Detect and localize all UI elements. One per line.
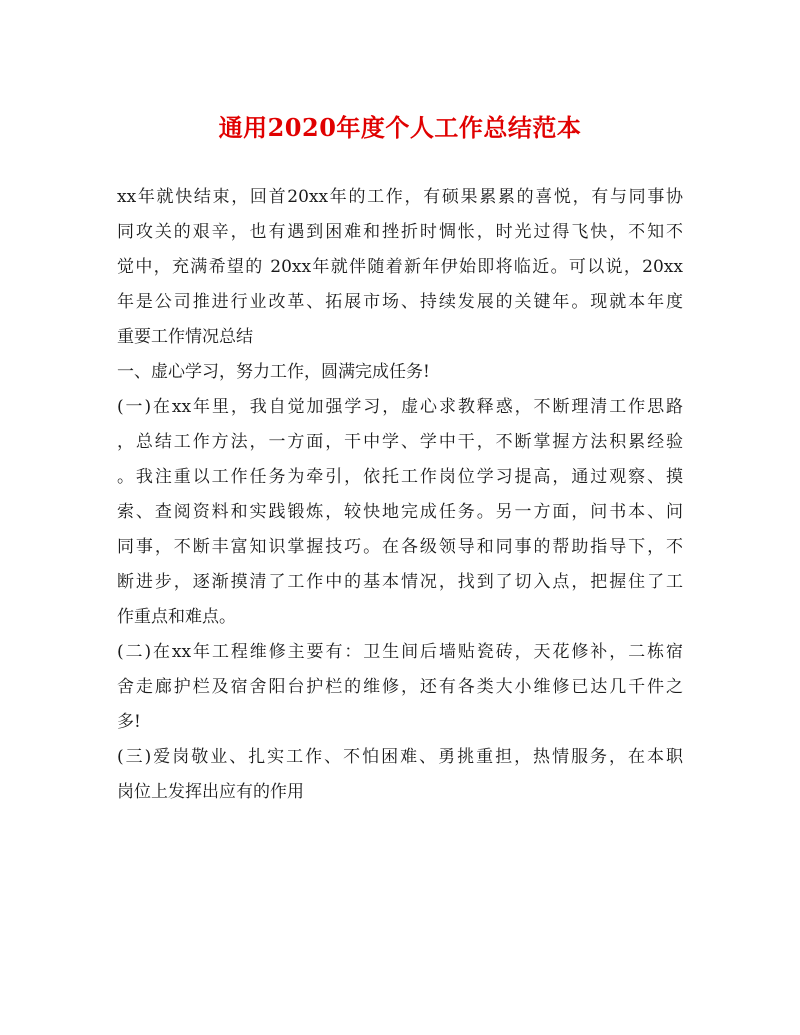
text-line: 重要工作情况总结 (117, 327, 253, 347)
text-line: 觉中，充满希望的 20xx年就伴随着新年伊始即将临近。可以说，20xx (117, 257, 683, 277)
text-line: 舍走廊护栏及宿舍阳台护栏的维修，还有各类大小维修已达几千件之 (117, 677, 683, 697)
text-line: xx年就快结束，回首20xx年的工作，有硕果累累的喜悦，有与同事协 (117, 187, 683, 207)
text-line: (二)在xx年工程维修主要有：卫生间后墙贴瓷砖，天花修补，二栋宿 (117, 642, 683, 662)
text-line: ，总结工作方法，一方面，干中学、学中干，不断掌握方法积累经验 (117, 432, 683, 452)
text-line: 作重点和难点。 (117, 607, 236, 627)
text-line: 多! (117, 712, 141, 732)
document-body (117, 180, 683, 810)
text-line: 索、查阅资料和实践锻炼，较快地完成任务。另一方面，问书本、问 (117, 502, 683, 522)
text-line: 同事，不断丰富知识掌握技巧。在各级领导和同事的帮助指导下，不 (117, 537, 683, 557)
text-line: 同攻关的艰辛，也有遇到困难和挫折时惆怅，时光过得飞快，不知不 (117, 222, 683, 242)
document-title: 通用2020年度个人工作总结范本 (218, 113, 582, 142)
section-heading: 一、虚心学习，努力工作，圆满完成任务! (117, 362, 430, 382)
text-line: (三)爱岗敬业、扎实工作、不怕困难、勇挑重担，热情服务，在本职 (117, 747, 683, 767)
text-line: 断进步，逐渐摸清了工作中的基本情况，找到了切入点，把握住了工 (117, 572, 683, 592)
text-line: 。我注重以工作任务为牵引，依托工作岗位学习提高，通过观察、摸 (117, 467, 683, 487)
text-line: (一)在xx年里，我自觉加强学习，虚心求教释惑，不断理清工作思路 (117, 397, 683, 417)
text-line: 年是公司推进行业改革、拓展市场、持续发展的关键年。现就本年度 (117, 292, 683, 312)
text-line: 岗位上发挥出应有的作用 (117, 782, 304, 802)
